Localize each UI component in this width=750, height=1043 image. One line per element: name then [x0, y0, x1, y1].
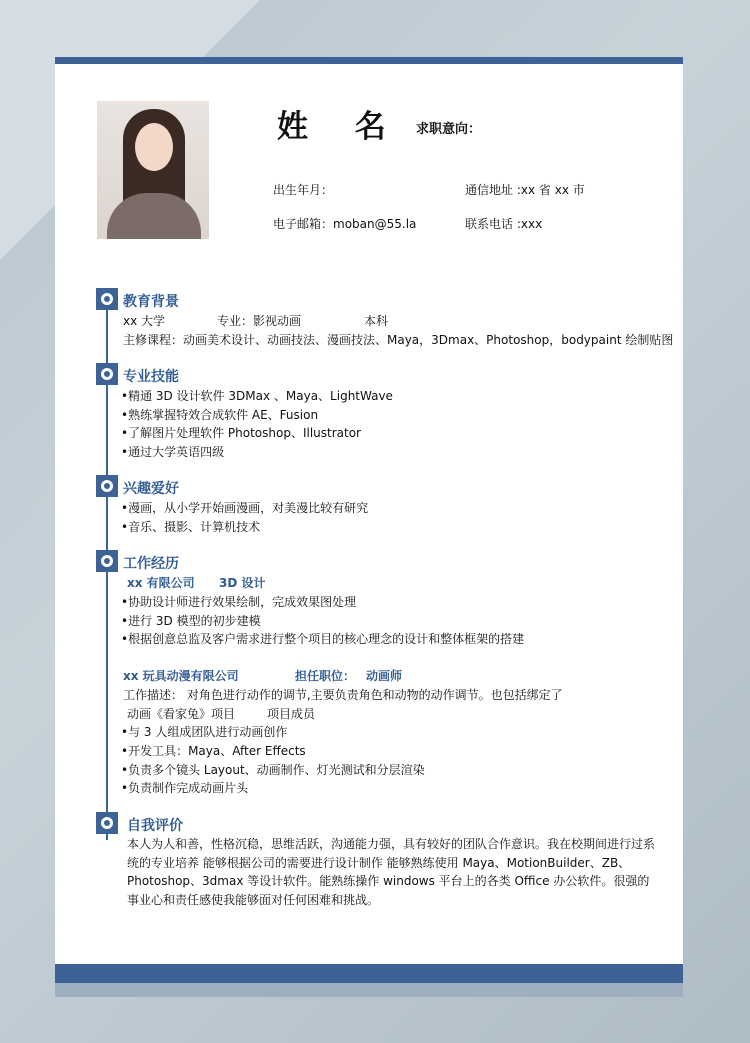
birth-label: 出生年月：: [273, 183, 334, 197]
job2-role-label: 担任职位：: [295, 669, 356, 683]
top-accent-bar: [55, 57, 683, 64]
section-marker-icon: [96, 812, 118, 834]
list-item: •熟练掌握特效合成软件 AE、Fusion: [121, 408, 319, 422]
self-eval-title: 自我评价: [127, 818, 183, 834]
list-item: •负责制作完成动画片头: [121, 781, 249, 795]
phone-field: [465, 215, 542, 232]
list-item: •了解图片处理软件 Photoshop、Illustrator: [121, 426, 361, 440]
list-item: •开发工具：Maya、After Effects: [121, 744, 306, 758]
phone-label: 联系电话: [465, 217, 514, 231]
page-shadow-bar: [55, 983, 683, 997]
phone-value: :xxx: [516, 217, 543, 231]
skills-title: 专业技能: [123, 369, 179, 385]
education-degree: 本科: [364, 314, 389, 328]
list-item: •根据创意总监及客户需求进行整个项目的核心理念的设计和整体框架的搭建: [121, 632, 525, 646]
section-marker-icon: [96, 288, 118, 310]
list-item: •通过大学英语四级: [121, 445, 225, 459]
candidate-name: 姓 名: [277, 109, 404, 145]
job-intent-label: 求职意向：: [416, 122, 482, 137]
resume-page: [55, 57, 683, 983]
job2-description: 工作描述： 对角色进行动作的调节,主要负责角色和动物的动作调节。也包括绑定了: [123, 688, 563, 702]
list-item: •精通 3D 设计软件 3DMax 、Maya、LightWave: [121, 389, 393, 403]
section-marker-icon: [96, 475, 118, 497]
section-marker-icon: [96, 363, 118, 385]
address-label: 通信地址: [465, 183, 514, 197]
job1-company: xx 有限公司: [127, 576, 195, 590]
list-item: •进行 3D 模型的初步建模: [121, 614, 261, 628]
email-label: 电子邮箱：moban@55.la: [273, 217, 417, 231]
list-item: •音乐、摄影、计算机技术: [121, 520, 261, 534]
job2-project: 动画《看家兔》项目: [127, 707, 236, 721]
list-item: •与 3 人组成团队进行动画创作: [121, 725, 288, 739]
section-marker-icon: [96, 550, 118, 572]
list-item: •漫画，从小学开始画漫画，对美漫比较有研究: [121, 501, 369, 515]
list-item: •协助设计师进行效果绘制，完成效果图处理: [121, 595, 357, 609]
job2-role: 动画师: [366, 669, 403, 683]
work-title: 工作经历: [123, 556, 179, 572]
profile-photo: [97, 101, 209, 239]
job2-project-role: 项目成员: [267, 707, 316, 721]
bottom-accent-bar: [55, 964, 683, 983]
address-value: :xx 省 xx 市: [516, 183, 585, 197]
education-major: 专业：影视动画: [217, 314, 302, 328]
hobbies-title: 兴趣爱好: [123, 481, 179, 497]
education-courses: 主修课程：动画美术设计、动画技法、漫画技法、Maya，3Dmax、Photoshop，bodypaint 绘制贴图: [123, 333, 674, 347]
education-school: xx 大学: [123, 314, 166, 328]
job1-role: 3D 设计: [219, 576, 266, 590]
job2-company: xx 玩具动漫有限公司: [123, 669, 239, 683]
education-title: 教育背景: [123, 294, 179, 310]
list-item: •负责多个镜头 Layout、动画制作、灯光测试和分层渲染: [121, 763, 425, 777]
address-field: [465, 181, 585, 198]
self-eval-text: 本人为人和善，性格沉稳，思维活跃，沟通能力强，具有较好的团队合作意识。我在校期间进行过系统的专业培养 能够根据公司的需要进行设计制作 能够熟练使用 Maya、MotionBuilder、ZB、Photoshop、3dmax 等设计软件。能熟练操作 windows 平台上的各类 Office 办公软件。很强的事业心和责任感使我能够面对任何困难和挑战。: [127, 837, 656, 907]
